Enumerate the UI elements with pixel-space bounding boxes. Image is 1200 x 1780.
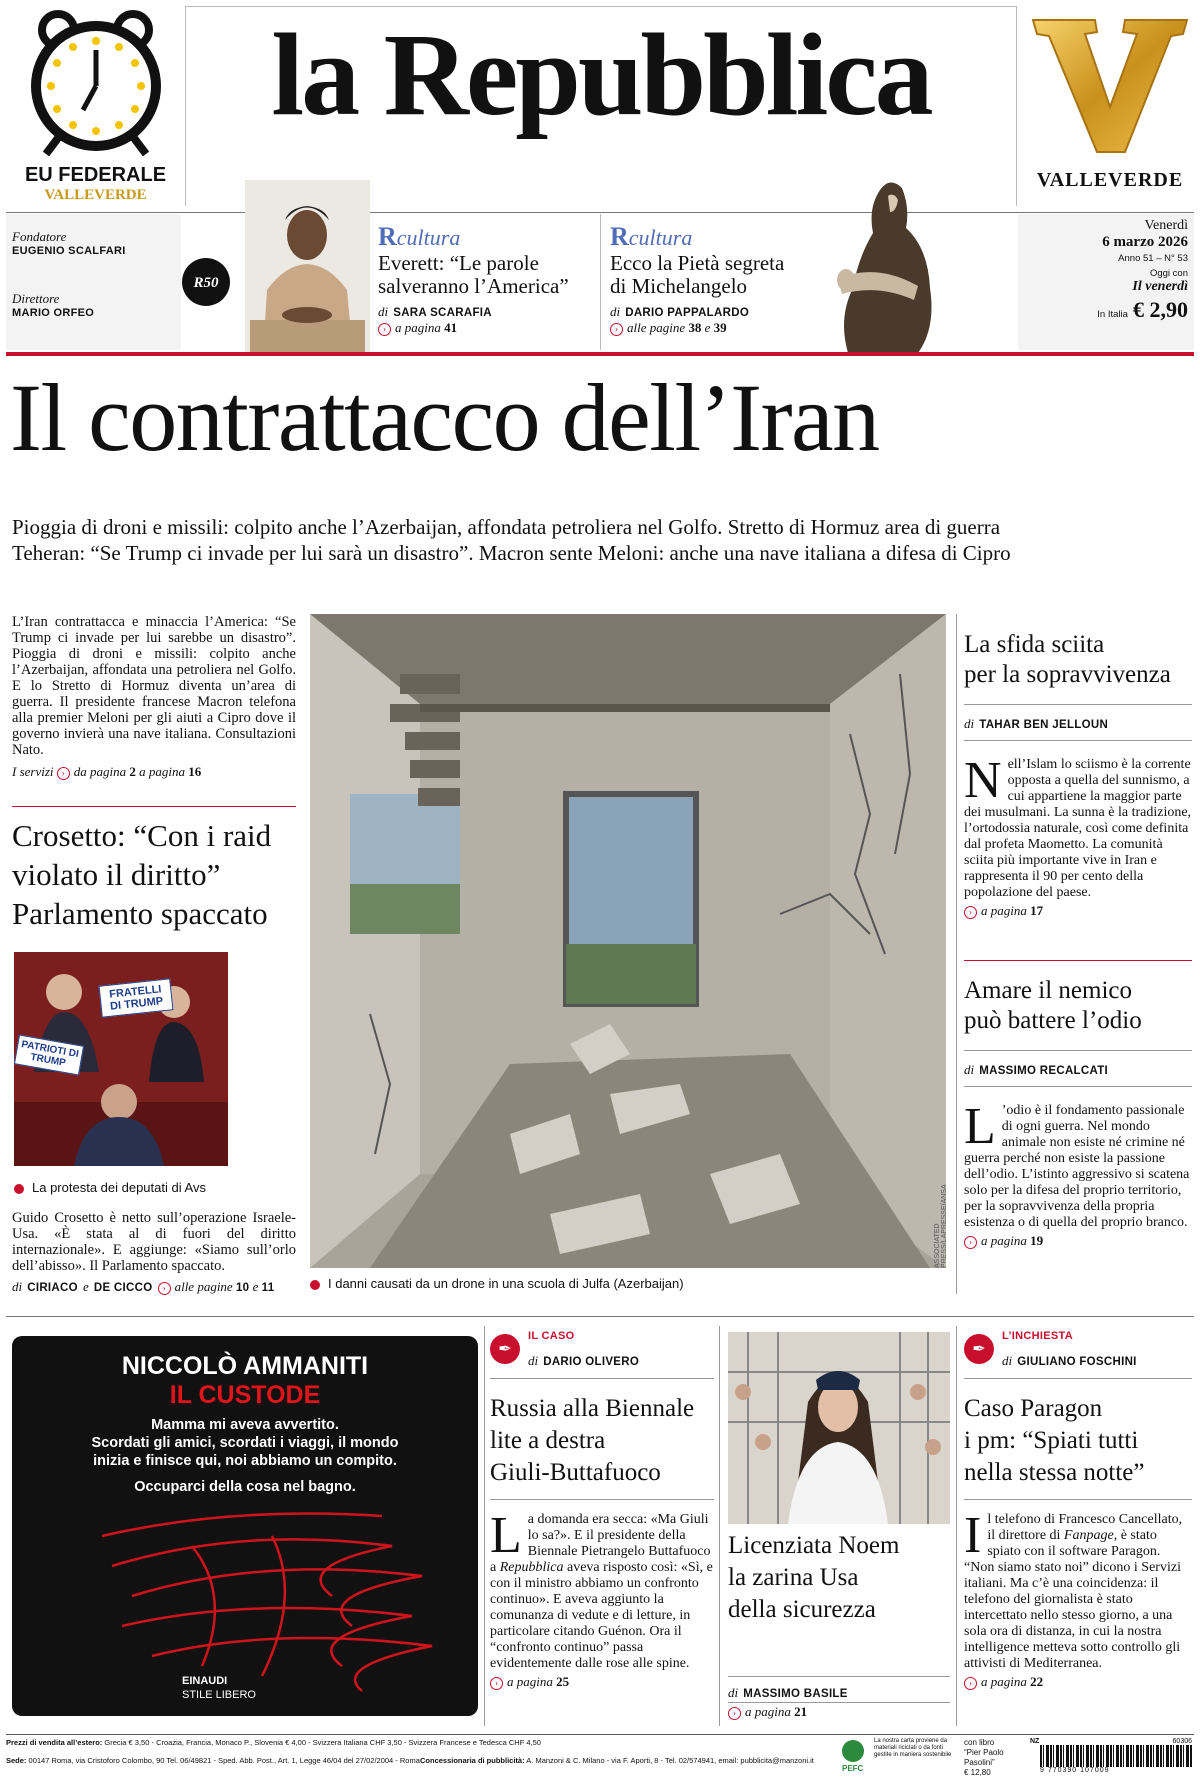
today-with: Oggi con [1149, 268, 1188, 279]
arrow-right-icon: › [610, 323, 623, 336]
arrow-right-icon: › [964, 1236, 977, 1249]
arrow-right-icon: › [964, 1677, 977, 1690]
services-label: I servizi [12, 764, 54, 779]
arrow-right-icon: › [378, 323, 391, 336]
teaser-everett[interactable] [378, 222, 593, 336]
r-section-icon: R [610, 222, 629, 251]
teaser-pieta[interactable] [610, 222, 825, 336]
commentary-body: ’odio è il fondamento passionale di ogni guerra. Nel mondo animale non esiste né crimine né guerra perché non esiste la passione dell’odio. L’istinto aggressivo si scatena solo per la difesa del proprio territorio, per la sopravvivenza della propria esistenza o di quella del proprio branco. [964, 1103, 1190, 1230]
noem-byline: di MASSIMO BASILE [728, 1685, 848, 1700]
pefc-logo: PEFC La nostra carta proviene da materiali riciclati o da fonti gestite in maniera sostenibile [842, 1738, 952, 1773]
article-headline: Russia alla Biennale lite a destra Giuli-Buttafuoco [490, 1395, 695, 1486]
valleverde-label-left: VALLEVERDE [44, 187, 147, 203]
supplement-name: Il venerdì [1132, 279, 1188, 294]
valleverde-logo [1025, 12, 1195, 202]
arrow-right-icon: › [158, 1282, 171, 1295]
pen-nib-icon: ✒ [490, 1334, 520, 1364]
noem-headline[interactable]: Licenziata Noem la zarina Usa della sicurezza [728, 1532, 900, 1623]
lead-headline: Il contrattacco dell’Iran [10, 364, 879, 471]
lead-page-ref[interactable]: I servizi › da pagina 2 a pagina 16 [12, 764, 202, 779]
director-label: Direttore [12, 291, 60, 306]
dropcap: N [964, 752, 1002, 809]
commentary-author: TAHAR BEN JELLOUN [979, 719, 1109, 731]
byline-di: di [610, 304, 621, 319]
sign-fratelli: FRATELLI DI TRUMP [99, 978, 174, 1017]
dropcap: L [490, 1507, 522, 1564]
kicker: L’INCHIESTA [1002, 1330, 1073, 1342]
teaser-page-ref[interactable]: › alle pagine 38 e 39 [610, 320, 825, 336]
r-section-icon: R [378, 222, 397, 251]
price: € 2,90 [1133, 297, 1188, 322]
ammaniti-ad[interactable] [12, 1336, 478, 1716]
issue-number: Anno 51 – N° 53 [1118, 253, 1188, 264]
r50-badge: R50 [182, 258, 230, 306]
issue-day: Venerdì [1144, 218, 1188, 233]
photo-credit: ASSOCIATED PRESS/LAPRESSE/ANSA [934, 1184, 948, 1268]
valleverde-label-right: VALLEVERDE [1036, 169, 1184, 191]
teaser-headline-line2: di Michelangelo [610, 274, 748, 298]
arrow-right-icon: › [57, 767, 70, 780]
issue-date: 6 marzo 2026 [1102, 234, 1188, 250]
founder-name: EUGENIO SCALFARI [12, 245, 126, 257]
ad-quote: Mamma mi aveva avvertito. Scordati gli amici, scordati i viaggi, il mondo inizia e finisce qui, noi abbiamo un compito. Occuparci della cosa nel bagno. [91, 1417, 399, 1495]
camera-icon [14, 1184, 24, 1194]
article-headline: Caso Paragon i pm: “Spiati tutti nella stessa notte” [964, 1395, 1145, 1486]
tree-icon [842, 1740, 864, 1762]
director-name: MARIO ORFEO [12, 307, 95, 319]
byline-di: di [378, 304, 389, 319]
camera-icon [310, 1280, 320, 1290]
lead-subhead-line2: Teheran: “Se Trump ci invade per lui sarà un disastro”. Macron sente Meloni: anche una nave italiana a difesa di Cipro [12, 541, 1011, 565]
article-body: La domanda era secca: «Ma Giuli lo sa?». E il presidente della Biennale Pietrangelo Buttafuoco a Repubblica aveva risposto così: «Sì, e con il ministro abbiamo un confronto continuo». E aveva aggiunto la comunanza di vedute e di letture, in particolare citando Guénon. Ora il “confronto continuo” passa evidentemente dalle rose alle spine. [490, 1507, 713, 1671]
commentary-page-ref[interactable]: › a pagina 19 [964, 1233, 1192, 1249]
commentary-sciita[interactable]: La sfida sciita per la sopravvivenza di TAHAR BEN JELLOUN Nell’Islam lo sciismo è la corrente opposta a quella del sunnismo, a cui appartiene la maggior parte dei musulmani. La sunna è la tradizione, l’ortodossia naturale, così come definita dal profeta Maometto. La comunità sciita più importante vive in Iran e rappresenta il 90 per cento della popolazione del paese. › a pagina 17 [964, 631, 1192, 918]
article-page-ref[interactable]: › a pagina 22 [964, 1674, 1192, 1690]
commentary-headline: Amare il nemico può battere l’odio [964, 977, 1142, 1034]
masthead-title: la Repubblica [271, 9, 931, 140]
article-author: DARIO OLIVERO [543, 1356, 640, 1368]
founder-label: Fondatore [12, 229, 67, 244]
everett-photo [245, 180, 370, 355]
teaser-section: cultura [396, 225, 461, 250]
lead-subhead-line1: Pioggia di droni e missili: colpito anche l’Azerbaijan, affondata petroliera nel Golfo. Stretto di Hormuz area di guerra [12, 515, 1001, 539]
teaser-author: DARIO PAPPALARDO [625, 307, 750, 319]
kicker: IL CASO [528, 1330, 575, 1342]
sign-patrioti: PATRIOTI DI TRUMP [14, 1034, 84, 1075]
ad-publisher: EINAUDI STILE LIBERO [182, 1675, 256, 1701]
footer-ads: Concessionaria di pubblicità: A. Manzoni & C. Milano - via F. Aporti, 8 - Tel. 02/574941, email: pubblicita@manzoni.it [420, 1756, 814, 1765]
footer-seat: Sede: 00147 Roma, via Cristoforo Colombo, 90 Tel. 06/49821 - Sped. Abb. Post., Art. 1, Legge 46/04 del 27/02/2004 - Roma [6, 1756, 420, 1765]
teaser-headline-line1: Ecco la Pietà segreta [610, 251, 785, 275]
alarm-clock-icon [8, 8, 183, 158]
pen-nib-icon: ✒ [964, 1334, 994, 1364]
arrow-right-icon: › [728, 1707, 741, 1720]
footer-prices: Prezzi di vendita all’estero: Grecia € 3,50 - Croazia, Francia, Monaco P., Slovenia € 4,00 - Svizzera Italiana CHF 3,50 - Svizzera Francese e Tedesca CHF 4,50 [6, 1738, 541, 1747]
teaser-headline-line1: Everett: “Le parole [378, 251, 539, 275]
arrow-right-icon: › [490, 1677, 503, 1690]
commentary-headline: La sfida sciita per la sopravvivenza [964, 631, 1171, 688]
protest-caption: La protesta dei deputati di Avs [14, 1180, 304, 1195]
lead-body: L’Iran contrattacca e minaccia l’America: “Se Trump ci invade per lui sarebbe un disastro”. Pioggia di droni e missili: colpito anche l’Azerbaijan, affondata una petroliera nel Golfo. E lo Stretto di Hormuz diventa un’area di guerra. Il presidente francese Macron telefona alla premier Meloni per gli aiuti a Cipro dove il governo invierà una nave italiana. Consultazioni Nato. [12, 614, 296, 758]
pieta-sculpture-photo [818, 168, 958, 353]
article-page-ref[interactable]: › a pagina 25 [490, 1674, 714, 1690]
inchiesta-article[interactable]: ✒ L’INCHIESTA di GIULIANO FOSCHINI Caso Paragon i pm: “Spiati tutti nella stessa notte” Il telefono di Francesco Cancellato, il direttore di Fanpage, è stato spiato con il software Paragon. “Non siamo stato noi” dicono i Servizi italiani. Ma c’è una coincidenza: il telefono del giornalista è stato intercettato nello stesso giorno, a una sola ora di distanza, in cui la nostra intelligence metteva sotto controllo gli attivisti di Mediterranea. › a pagina 22 [964, 1330, 1192, 1690]
il-caso-article[interactable]: ✒ IL CASO di DARIO OLIVERO Russia alla Biennale lite a destra Giuli-Buttafuoco La domanda era secca: «Ma Giuli lo sa?». E il presidente della Biennale Pietrangelo Buttafuoco a Repubblica aveva risposto così: «Sì, e con il ministro abbiamo un confronto continuo». E aveva aggiunto la comunanza di vedute e di letture, in particolare citando Guénon. Ora il “confronto continuo” passa evidentemente dalle rose alle spine. › a pagina 25 [490, 1330, 713, 1689]
drone-photo-caption: I danni causati da un drone in una scuola di Julfa (Azerbaijan) [310, 1276, 946, 1291]
commentary-page-ref[interactable]: › a pagina 17 [964, 903, 1192, 919]
teaser-page-ref[interactable]: › a pagina 41 [378, 320, 593, 336]
teaser-section: cultura [628, 225, 693, 250]
commentary-odio[interactable]: Amare il nemico può battere l’odio di MASSIMO RECALCATI L ’odio è il fondamento passionale di ogni guerra. Nel mondo animale non esiste né crimine né guerra perché non esiste la passione dell’odio. L’istinto aggressivo si scatena solo per la difesa del proprio territorio, per la sopravvivenza della propria esistenza o di quella del proprio branco. › a pagina 19 [964, 976, 1192, 1249]
crosetto-body: Guido Crosetto è netto sull’operazione Israele-Usa. «È stata al di fuori del diritto internazionale». E aggiunge: «Siamo sull’orlo dell’abisso». Il Parlamento spaccato. [12, 1210, 296, 1274]
drone-damage-photo [310, 614, 946, 1268]
teaser-author: SARA SCARAFIA [393, 307, 492, 319]
dropcap: L [964, 1098, 996, 1155]
arrow-right-icon: › [964, 906, 977, 919]
ad-author: NICCOLÒ AMMANITI [121, 1352, 369, 1380]
footer-nz: NZ [1030, 1738, 1040, 1745]
noem-page-ref[interactable]: › a pagina 21 [728, 1704, 807, 1720]
barcode: 60306 9 770390 107009 [1040, 1738, 1192, 1774]
ad-title: IL CUSTODE [169, 1381, 321, 1409]
eu-federale-label: EU FEDERALE [24, 164, 167, 186]
commentary-body: ell’Islam lo sciismo è la corrente opposta a quella del sunnismo, a cui appartiene la maggior parte dei musulmani. La sunna è la tradizione, l’ortodossia naturale, così come definita dal profeta Maometto. La comunità sciita più importante vive in Iran e rappresenta il 90 per cento della popolazione del paese. [964, 757, 1192, 900]
dropcap: I [964, 1507, 982, 1564]
staff-box [6, 214, 181, 350]
teaser-headline-line2: salveranno l’America” [378, 274, 569, 298]
crosetto-headline: Crosetto: “Con i raid violato il diritto” Parlamento spaccato [12, 818, 272, 931]
footer-book: con libro “Pier Paolo Pasolini” € 12,80 [964, 1738, 1004, 1777]
article-body: Il telefono di Francesco Cancellato, il direttore di Fanpage, è stato spiato con il software Paragon. “Non siamo stato noi” dicono i Servizi italiani. Ma c’è una coincidenza: il telefono del giornalista è stato intercettato nello stesso giorno, a una sola ora di distanza, in cui la nostra intelligence metteva sotto controllo gli attivisti di Mediterranea. [964, 1507, 1183, 1671]
eu-federale-logo [8, 8, 183, 203]
article-author: GIULIANO FOSCHINI [1017, 1356, 1137, 1368]
noem-photo [728, 1332, 950, 1524]
protest-photo [14, 952, 228, 1166]
commentary-author: MASSIMO RECALCATI [979, 1065, 1109, 1077]
price-label: In Italia [1097, 309, 1128, 320]
crosetto-page-ref[interactable]: › alle pagine 10 e 11 [158, 1279, 275, 1294]
issue-box [1018, 214, 1194, 350]
crosetto-byline[interactable]: di CIRIACO e DE CICCO › alle pagine 10 e 11 [12, 1279, 275, 1294]
ad-red-drawing [92, 1506, 452, 1696]
v-logo-icon [1025, 12, 1195, 157]
